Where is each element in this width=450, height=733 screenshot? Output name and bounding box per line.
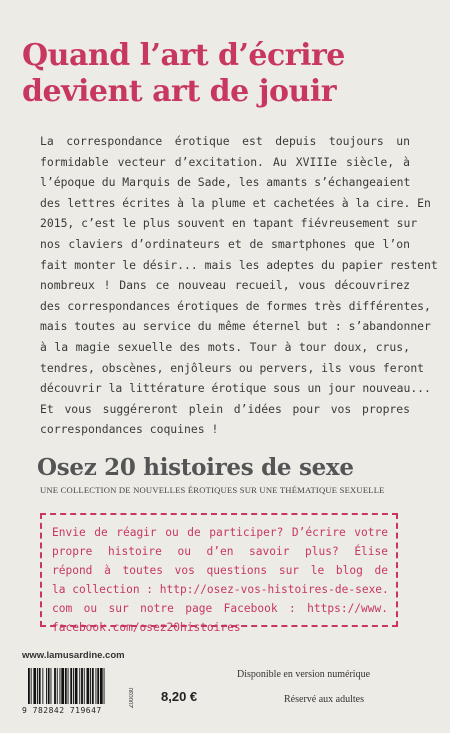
blurb-line: nos claviers d’ordinateurs et de smartphones que l’on	[40, 236, 410, 251]
blurb-line: des correspondances érotiques de formes très différentes,	[40, 298, 431, 313]
series-title: Osez 20 histoires de sexe	[37, 454, 354, 481]
blurb-line: fait monter le désir... mais les adeptes du papier restent	[40, 257, 438, 272]
blurb-line: à la magie sexuelle des mots. Tour à tour doux, crus,	[40, 339, 410, 354]
barcode-bars	[28, 668, 128, 706]
barcode-digits: 9 782842 719647	[22, 706, 102, 715]
blurb-text	[40, 131, 438, 440]
adults-only-notice: Réservé aux adultes	[284, 694, 364, 705]
blurb-line: tendres, obscènes, enjôleurs ou pervers, ils vous feront	[40, 360, 425, 375]
blurb-line: formidable vecteur d’excitation. Au XVIIIe siècle, à	[40, 154, 410, 169]
blurb-line: 2015, c’est le plus souvent en tapant fiévreusement sur	[40, 216, 418, 231]
callout-box	[40, 513, 398, 634]
callout-line: facebook.com/osez20histoires	[52, 621, 241, 634]
price: 8,20 €	[161, 689, 198, 704]
callout-line: répond à toutes vos questions sur le blog de	[52, 564, 388, 577]
headline	[22, 38, 432, 110]
blurb-line: nombreux ! Dans ce nouveau recueil, vous découvrirez	[40, 278, 410, 293]
callout-line: Envie de réagir ou de participer? D’écrire votre	[52, 526, 388, 539]
headline-line: devient art de jouir	[22, 74, 337, 109]
headline-line: Quand l’art d’écrire	[22, 38, 345, 73]
callout-line: propre histoire ou d’en savoir plus? Élise	[52, 545, 388, 558]
blurb-line: l’époque du Marquis de Sade, les amants s’échangeaient	[40, 175, 411, 190]
barcode-side-code: Z00030	[129, 687, 135, 708]
series-subtitle: UNE COLLECTION DE NOUVELLES ÉROTIQUES SUR UNE THÉMATIQUE SEXUELLE	[40, 485, 385, 495]
publisher-website: www.lamusardine.com	[22, 650, 125, 661]
blurb-line: La correspondance érotique est depuis toujours un	[40, 134, 410, 148]
callout-line: la collection : http://osez-vos-histoires-de-sexe.	[52, 583, 389, 596]
barcode	[22, 668, 132, 716]
blurb-line: découvrir la littérature érotique sous un jour nouveau...	[40, 381, 431, 396]
blurb-line: Et vous suggéreront plein d’idées pour vos propres	[40, 401, 410, 416]
callout-line: com ou sur notre page Facebook : https://www.	[52, 602, 388, 615]
digital-availability: Disponible en version numérique	[237, 669, 371, 680]
callout-text	[52, 523, 388, 637]
blurb-line: correspondances coquines !	[40, 422, 219, 437]
blurb-line: mais toutes au service du même éternel but : s’abandonner	[40, 319, 431, 334]
blurb-line: des lettres écrites à la plume et cachetées à la cire. En	[40, 195, 431, 210]
